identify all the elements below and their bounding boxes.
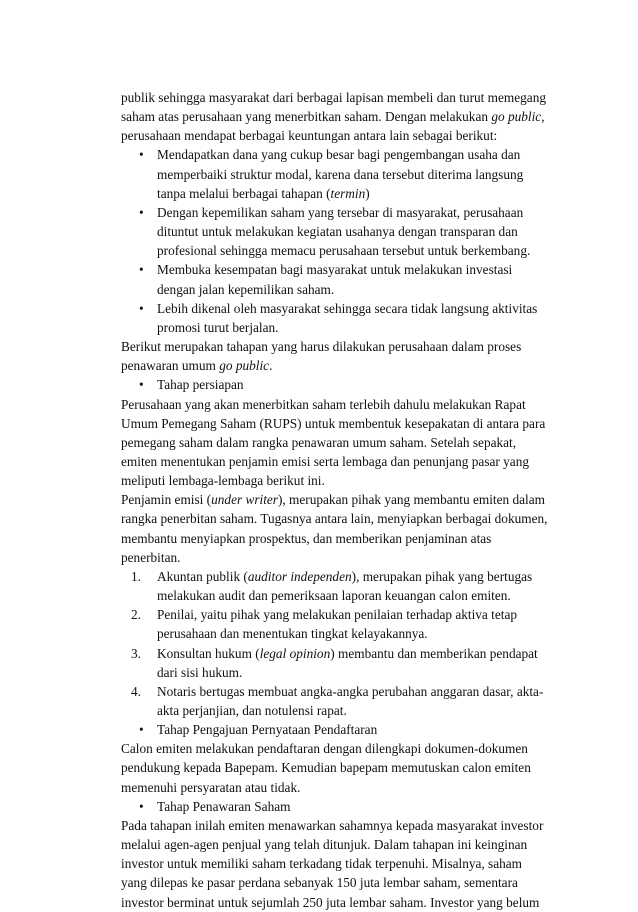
institution-text: Penilai, yaitu pihak yang melakukan penilaian terhadap aktiva tetap perusahaan dan menentukan tingkat kelayakannya. <box>157 607 517 642</box>
underwriter-text: Penjamin emisi ( <box>121 492 212 508</box>
institution-item-4 <box>121 682 551 720</box>
stage-heading-label: Tahap Penawaran Saham <box>157 798 291 814</box>
stages-intro-paragraph <box>121 337 551 375</box>
benefit-text: Lebih dikenal oleh masyarakat sehingga secara tidak langsung aktivitas promosi turut berjalan. <box>157 300 538 335</box>
underwriter-paragraph <box>121 490 551 567</box>
document-page <box>121 88 551 912</box>
stages-intro-text: Berikut merupakan tahapan yang harus dilakukan perusahaan dalam proses penawaran umum <box>121 339 522 374</box>
benefit-emphasis: termin <box>330 185 366 201</box>
stage-penawaran-paragraph: Pada tahapan inilah emiten menawarkan sahamnya kepada masyarakat investor melalui agen-agen penjual yang telah ditunjuk. Dalam tahapan ini keinginan investor untuk memiliki saham terkadang tidak terpenuhi. Misalnya, saham yang dilepas ke pasar perdana sebanyak 150 juta lembar saham, sementara investor berminat untuk sejumlah 250 juta lembar saham. Investor yang belum <box>121 817 544 910</box>
underwriter-text-end: ), merupakan pihak yang membantu emiten dalam rangka penerbitan saham. Tugasnya antara lain, menyiapkan berbagai dokumen, membantu menyiapkan prospektus, dan memberikan penjaminan atas penerbitan. <box>121 492 548 565</box>
list-number: 3. <box>131 645 141 661</box>
intro-paragraph <box>121 88 551 145</box>
stage-heading-label: Tahap Pengajuan Pernyataan Pendaftaran <box>157 722 378 738</box>
institution-text: Akuntan publik ( <box>157 568 248 584</box>
stage-heading-penawaran <box>121 797 551 816</box>
list-number: 4. <box>131 683 141 699</box>
intro-text-end: , perusahaan mendapat berbagai keuntungan antara lain sebagai berikut: <box>121 109 545 144</box>
stages-intro-emphasis: go public <box>219 358 270 374</box>
benefit-text: Membuka kesempatan bagi masyarakat untuk melakukan investasi dengan jalan kepemilikan saham. <box>157 262 513 297</box>
benefit-item-2 <box>121 203 551 260</box>
institution-text-end: ), merupakan pihak yang bertugas melakukan audit dan pemeriksaan laporan keuangan calon emiten. <box>157 568 533 604</box>
stage-pendaftaran-paragraph: Calon emiten melakukan pendaftaran dengan dilengkapi dokumen-dokumen pendukung kepada Bapepam. Kemudian bapepam memutuskan calon emiten memenuhi persyaratan atau tidak. <box>121 741 531 795</box>
stage-heading-label: Tahap persiapan <box>157 377 244 393</box>
underwriter-emphasis: under writer <box>211 492 278 508</box>
institution-text: Konsultan hukum ( <box>157 645 260 661</box>
stages-intro-text-end: . <box>269 358 273 374</box>
institution-item-1 <box>121 567 551 605</box>
stage-heading-persiapan <box>121 375 551 394</box>
stage-persiapan-paragraph: Perusahaan yang akan menerbitkan saham terlebih dahulu melakukan Rapat Umum Pemegang Saham (RUPS) untuk membentuk kesepakatan di antara para pemegang saham dalam rangka penawaran umum saham. Setelah sepakat, emiten menentukan penjamin emisi serta lembaga dan penunjang pasar yang meliputi lembaga-lembaga berikut ini. <box>121 396 546 489</box>
benefit-item-3 <box>121 260 551 298</box>
benefit-text: Dengan kepemilikan saham yang tersebar di masyarakat, perusahaan dituntut untuk melakukan kegiatan usahanya dengan transparan dan profesional sehingga memacu perusahaan tersebut untuk berkembang. <box>157 204 531 259</box>
intro-emphasis: go public <box>491 109 542 125</box>
benefit-text-end: ) <box>365 185 370 201</box>
institution-emphasis: legal opinion <box>259 645 331 661</box>
benefit-item-4 <box>121 299 551 337</box>
institution-text: Notaris bertugas membuat angka-angka perubahan anggaran dasar, akta-akta perjanjian, dan notulensi rapat. <box>157 683 544 718</box>
institution-item-3 <box>121 644 551 682</box>
list-number: 1. <box>131 568 141 584</box>
intro-text: publik sehingga masyarakat dari berbagai lapisan membeli dan turut memegang saham atas perusahaan yang menerbitkan saham. Dengan melakukan <box>121 90 546 125</box>
benefit-item-1 <box>121 145 551 202</box>
institution-emphasis: auditor independen <box>247 568 352 584</box>
benefit-text: Mendapatkan dana yang cukup besar bagi pengembangan usaha dan memperbaiki struktur modal, karena dana tersebut diterima langsung tanpa melalui berbagai tahapan ( <box>157 147 524 201</box>
institution-item-2 <box>121 605 551 643</box>
stage-heading-pendaftaran <box>121 720 551 739</box>
institution-text-end: ) membantu dan memberikan pendapat dari sisi hukum. <box>157 645 538 680</box>
list-number: 2. <box>131 607 141 623</box>
